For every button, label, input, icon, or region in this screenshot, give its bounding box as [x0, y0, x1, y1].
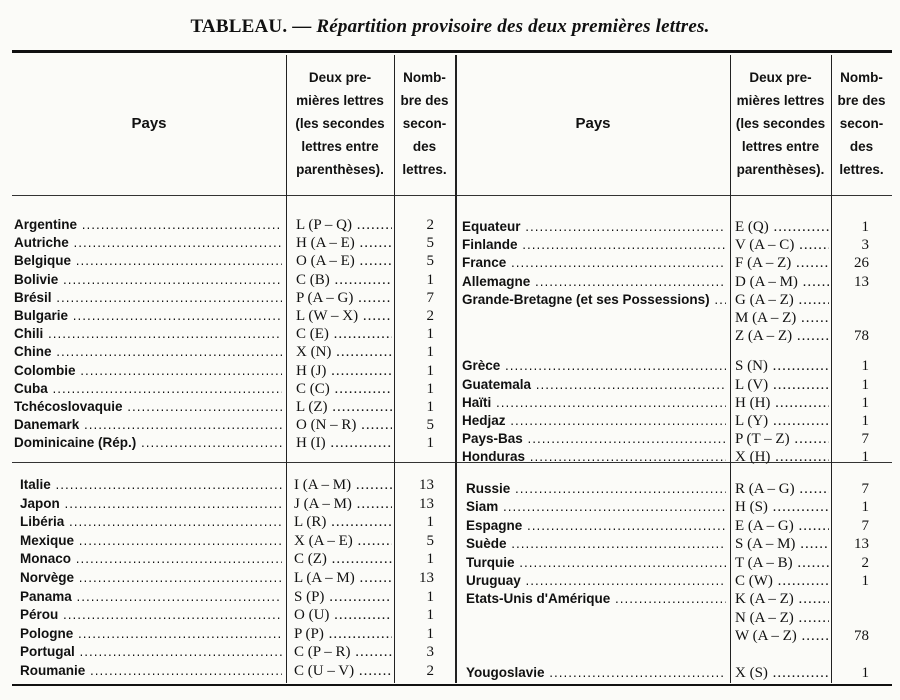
- country-cell: Uruguay .....: [466, 572, 726, 590]
- table-title-lead: TABLEAU. —: [190, 16, 312, 37]
- letters-cell: X (H) .....: [735, 448, 829, 466]
- country-cell: Japon .....: [20, 495, 282, 513]
- letters-cell: H (J) .....: [296, 362, 392, 380]
- letters-cell: S (P) .....: [294, 588, 392, 606]
- header-line: des: [412, 139, 437, 154]
- count-cell: 13: [419, 477, 434, 493]
- count-cell: 7: [426, 289, 434, 306]
- country-cell: Bulgarie .....: [14, 307, 282, 325]
- count-cell: 1: [426, 344, 434, 361]
- count-cell: 1: [426, 625, 434, 642]
- country-cell: Guatemala .....: [462, 376, 726, 394]
- table-row: [0, 236, 900, 254]
- header-line: lettres.: [839, 162, 884, 177]
- country-cell: Yougoslavie .....: [466, 664, 726, 682]
- count-cell: 1: [426, 326, 434, 343]
- letters-cell: H (I) .....: [296, 434, 392, 452]
- letters-cell: R (A – G) .....: [735, 480, 829, 498]
- table-row: [0, 218, 900, 236]
- country-cell: Haïti .....: [462, 394, 726, 412]
- country-cell: Equateur .....: [462, 218, 726, 236]
- letters-cell: O (N – R) .....: [296, 416, 392, 434]
- country-cell: Honduras .....: [462, 448, 726, 466]
- letters-cell: C (E) .....: [296, 325, 392, 343]
- table-row: [0, 430, 900, 448]
- letters-cell: I (A – M) .....: [294, 476, 392, 494]
- letters-cell: S (N) .....: [735, 357, 829, 375]
- count-cell: 1: [861, 573, 869, 589]
- country-cell: Suède .....: [466, 535, 726, 553]
- header-line: des: [849, 139, 874, 154]
- header-line: parenthèses).: [736, 162, 825, 177]
- header-line: (les secondes: [735, 116, 826, 131]
- letters-cell: M (A – Z) .....: [735, 309, 829, 327]
- country-cell: Grèce .....: [462, 357, 726, 375]
- letters-cell: C (P – R) .....: [294, 643, 392, 661]
- letters-cell: L (R) .....: [294, 513, 392, 531]
- header-line: bre des: [837, 93, 886, 108]
- count-cell: 3: [861, 237, 869, 254]
- country-cell: Dominicaine (Rép.) .....: [14, 434, 282, 452]
- count-cell: 5: [426, 253, 434, 270]
- count-cell: 1: [426, 380, 434, 397]
- table-row: [0, 572, 900, 590]
- letters-cell: X (A – E) .....: [294, 532, 392, 550]
- count-cell: 5: [426, 235, 434, 252]
- table-row: [0, 480, 900, 498]
- letters-cell: P (P) .....: [294, 625, 392, 643]
- header-line: lettres.: [402, 162, 447, 177]
- header-line: mières lettres: [736, 93, 825, 108]
- letters-cell: E (A – G) .....: [735, 517, 829, 535]
- count-cell: 7: [861, 481, 869, 497]
- country-cell: Pays-Bas .....: [462, 430, 726, 448]
- count-cell: 2: [861, 554, 869, 571]
- letters-cell: S (A – M) .....: [735, 535, 829, 553]
- letters-cell: H (A – E) .....: [296, 234, 392, 252]
- count-cell: 5: [426, 417, 434, 434]
- header-rule: [12, 195, 892, 196]
- header-line: mières lettres: [296, 93, 384, 108]
- count-cell: 1: [861, 358, 869, 375]
- count-cell: 1: [426, 271, 434, 288]
- letters-cell: J (A – M) .....: [294, 495, 392, 513]
- letters-cell: L (Z) .....: [296, 398, 392, 416]
- table-title-caption: Répartition provisoire des deux premières lettres.: [316, 16, 710, 37]
- country-cell: Roumanie .....: [20, 662, 282, 680]
- letters-cell: C (B) .....: [296, 271, 392, 289]
- country-cell: Portugal .....: [20, 643, 282, 661]
- letters-cell: C (C) .....: [296, 380, 392, 398]
- country-cell: Tchécoslovaquie .....: [14, 398, 282, 416]
- letters-cell: E (Q) .....: [735, 218, 829, 236]
- country-cell: Etats-Unis d'Amérique .....: [466, 590, 726, 608]
- header-letters-right: [730, 66, 831, 181]
- letters-cell: V (A – C) .....: [735, 236, 829, 254]
- header-pays-left: Pays: [131, 115, 167, 132]
- header-count-right: [831, 66, 892, 181]
- letters-cell: F (A – Z) .....: [735, 254, 829, 272]
- country-cell: Chine .....: [14, 343, 282, 361]
- country-cell: Russie .....: [466, 480, 726, 498]
- count-cell: 1: [426, 514, 434, 531]
- table-row: [0, 498, 900, 516]
- country-cell: Chili .....: [14, 325, 282, 343]
- country-cell: Espagne .....: [466, 517, 726, 535]
- top-rule: [12, 50, 892, 53]
- letters-cell: C (W) .....: [735, 572, 829, 590]
- letters-cell: T (A – B) .....: [735, 554, 829, 572]
- count-cell: 13: [854, 273, 869, 290]
- table-row: [0, 627, 900, 645]
- count-cell: 7: [861, 431, 869, 448]
- table-row: [0, 327, 900, 345]
- header-pays-right: Pays: [575, 115, 611, 132]
- letters-cell: L (Y) .....: [735, 412, 829, 430]
- table-row: [0, 254, 900, 272]
- count-cell: 1: [426, 551, 434, 568]
- table-row: [0, 664, 900, 682]
- count-cell: 2: [426, 308, 434, 324]
- country-cell: Italie .....: [20, 476, 282, 494]
- country-cell: Panama .....: [20, 588, 282, 606]
- table-row: [0, 394, 900, 412]
- bottom-rule: [12, 684, 892, 686]
- letters-cell: L (P – Q) .....: [296, 216, 392, 234]
- table-row: [0, 609, 900, 627]
- count-cell: 26: [854, 255, 869, 272]
- count-cell: 13: [419, 495, 434, 512]
- table-row: [0, 412, 900, 430]
- count-cell: 1: [861, 376, 869, 393]
- country-cell: Belgique .....: [14, 252, 282, 270]
- country-cell: Hedjaz .....: [462, 412, 726, 430]
- count-cell: 1: [426, 435, 434, 452]
- header-line: (les secondes: [295, 116, 385, 131]
- count-cell: 1: [861, 413, 869, 429]
- country-cell: Brésil .....: [14, 289, 282, 307]
- count-cell: 1: [861, 449, 869, 466]
- count-cell: 1: [426, 362, 434, 379]
- country-cell: Colombie .....: [14, 362, 282, 380]
- count-cell: 1: [426, 607, 434, 624]
- header-line: bre des: [400, 93, 449, 108]
- letters-cell: Z (A – Z) .....: [735, 327, 829, 345]
- letters-cell: L (A – M) .....: [294, 569, 392, 587]
- letters-cell: C (Z) .....: [294, 550, 392, 568]
- letters-cell: H (S) .....: [735, 498, 829, 516]
- count-cell: 13: [419, 570, 434, 586]
- letters-cell: O (U) .....: [294, 606, 392, 624]
- letters-cell: L (W – X) .....: [296, 307, 392, 325]
- table-row: [0, 535, 900, 553]
- country-cell: Allemagne .....: [462, 273, 726, 291]
- letters-cell: H (H) .....: [735, 394, 829, 412]
- header-line: lettres entre: [741, 139, 820, 154]
- count-cell: 1: [861, 664, 869, 681]
- header-line: Nomb-: [840, 70, 883, 85]
- count-cell: 3: [426, 644, 434, 661]
- letters-cell: G (A – Z) .....: [735, 291, 829, 309]
- letters-cell: D (A – M) .....: [735, 273, 829, 291]
- country-cell: Libéria .....: [20, 513, 282, 531]
- count-cell: 5: [426, 532, 434, 549]
- table-row: [0, 448, 900, 466]
- table-row: [0, 273, 900, 291]
- count-cell: 1: [861, 219, 869, 235]
- country-cell: Autriche .....: [14, 234, 282, 252]
- header-count-left: [394, 66, 455, 181]
- count-cell: 13: [854, 536, 869, 553]
- country-cell: Bolivie .....: [14, 271, 282, 289]
- count-cell: 78: [854, 628, 869, 645]
- country-cell: Siam .....: [466, 498, 726, 516]
- table-row: [0, 554, 900, 572]
- header-line: lettres entre: [301, 139, 379, 154]
- table-row: [0, 643, 900, 661]
- country-cell: Grande-Bretagne (et ses Possessions) .....: [462, 291, 726, 309]
- count-cell: 1: [426, 588, 434, 605]
- header-line: Deux pre-: [308, 70, 372, 85]
- letters-cell: P (A – G) .....: [296, 289, 392, 307]
- table-row: [0, 309, 900, 327]
- country-cell: Pologne .....: [20, 625, 282, 643]
- table-row: [0, 376, 900, 394]
- country-cell: Argentine .....: [14, 216, 282, 234]
- table-row: [0, 357, 900, 375]
- letters-cell: P (T – Z) .....: [735, 430, 829, 448]
- header-line: parenthèses).: [296, 162, 384, 177]
- country-cell: Mexique .....: [20, 532, 282, 550]
- table-row: [0, 590, 900, 608]
- count-cell: 1: [861, 499, 869, 516]
- count-cell: 2: [426, 217, 434, 233]
- count-cell: 2: [426, 663, 434, 679]
- country-cell: Monaco .....: [20, 550, 282, 568]
- count-cell: 1: [861, 394, 869, 411]
- country-cell: Turquie .....: [466, 554, 726, 572]
- table-row: [0, 517, 900, 535]
- header-line: secon-: [402, 116, 447, 131]
- header-letters-left: [286, 66, 394, 181]
- country-cell: France .....: [462, 254, 726, 272]
- table-row: [0, 291, 900, 309]
- country-cell: Pérou .....: [20, 606, 282, 624]
- letters-cell: L (V) .....: [735, 376, 829, 394]
- country-cell: Danemark .....: [14, 416, 282, 434]
- letters-cell: K (A – Z) .....: [735, 590, 829, 608]
- table-title: [0, 16, 900, 38]
- header-line: Deux pre-: [749, 70, 812, 85]
- count-cell: 78: [854, 328, 869, 345]
- letters-cell: O (A – E) .....: [296, 252, 392, 270]
- country-cell: Norvège .....: [20, 569, 282, 587]
- letters-cell: C (U – V) .....: [294, 662, 392, 680]
- letters-cell: X (N) .....: [296, 343, 392, 361]
- count-cell: 7: [861, 517, 869, 534]
- letters-cell: X (S) .....: [735, 664, 829, 682]
- country-cell: Cuba .....: [14, 380, 282, 398]
- country-cell: Finlande .....: [462, 236, 726, 254]
- letters-cell: W (A – Z) .....: [735, 627, 829, 645]
- header-line: secon-: [839, 116, 884, 131]
- header-line: Nomb-: [403, 70, 446, 85]
- count-cell: 1: [426, 399, 434, 415]
- letters-cell: N (A – Z) .....: [735, 609, 829, 627]
